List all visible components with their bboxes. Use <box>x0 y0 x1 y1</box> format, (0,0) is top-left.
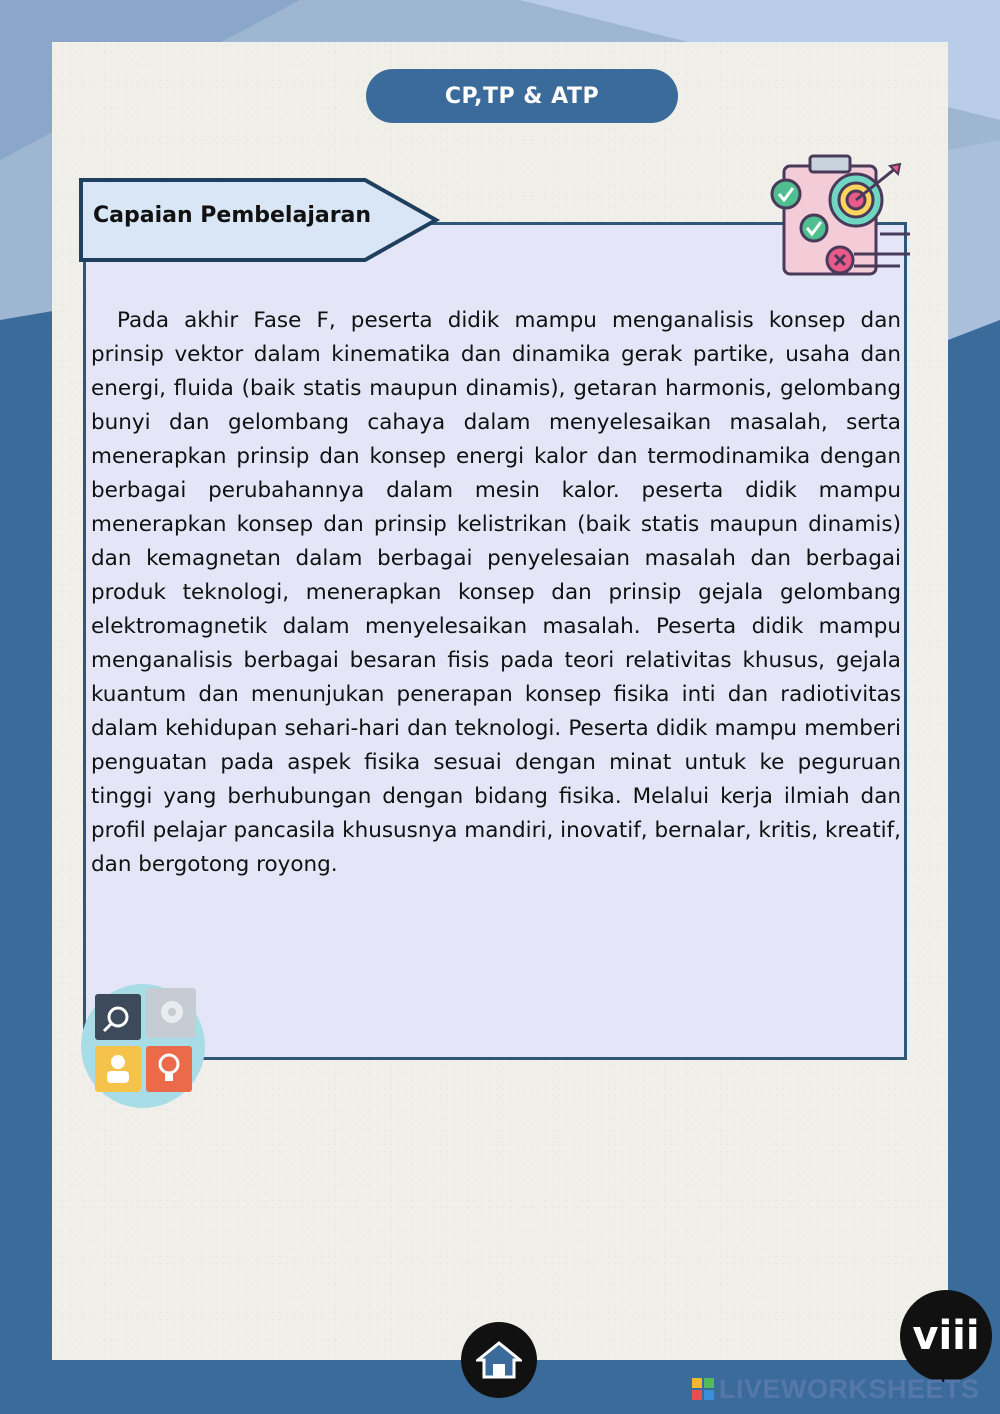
home-button[interactable] <box>461 1322 537 1398</box>
section-label: Capaian Pembelajaran <box>93 203 372 228</box>
brand-grid-icon <box>692 1378 714 1400</box>
body-paragraph: Pada akhir Fase F, peserta didik mampu menganalisis konsep dan prinsip vektor dalam kinematika dan dinamika gerak partike, usaha dan energi, fluida (baik statis maupun dinamis), getaran harmonis, gelombang bunyi dan gelombang cahaya dalam menyelesaikan masalah, serta menerapkan prinsip dan konsep energi kalor dan termodinamika dengan berbagai perubahannya dalam mesin kalor. peserta didik mampu menerapkan konsep dan prinsip kelistrikan (baik statis maupun dinamis) dan kemagnetan dalam berbagai penyelesaian masalah dan berbagai produk teknologi, menerapkan konsep dan prinsip gejala gelombang elektromagnetik dalam menyelesaikan masalah. Peserta didik mampu menganalisis berbagai besaran fisis pada teori relativitas khusus, gejala kuantum dan menunjukan penerapan konsep fisika inti dan radiotivitas dalam kehidupan sehari-hari dan teknologi. Peserta didik mampu memberi penguatan pada aspek fisika sesuai dengan minat untuk ke peguruan tinggi yang berhubungan dengan bidang fisika. Melalui kerja ilmiah dan profil pelajar pancasila khususnya mandiri, inovatif, bernalar, kritis, kreatif, dan bergotong royong. <box>91 308 901 877</box>
brand-text: LIVEWORKSHEETS <box>719 1373 980 1404</box>
page-title: CP,TP & ATP <box>444 83 600 109</box>
brand-logo <box>692 1374 980 1404</box>
puzzle-ideas-icon <box>80 980 210 1110</box>
home-icon <box>476 1340 522 1380</box>
page-number-badge <box>900 1290 992 1382</box>
page-header-pill <box>366 69 678 123</box>
clipboard-target-icon <box>760 150 910 280</box>
page-number: viii <box>912 1313 980 1359</box>
